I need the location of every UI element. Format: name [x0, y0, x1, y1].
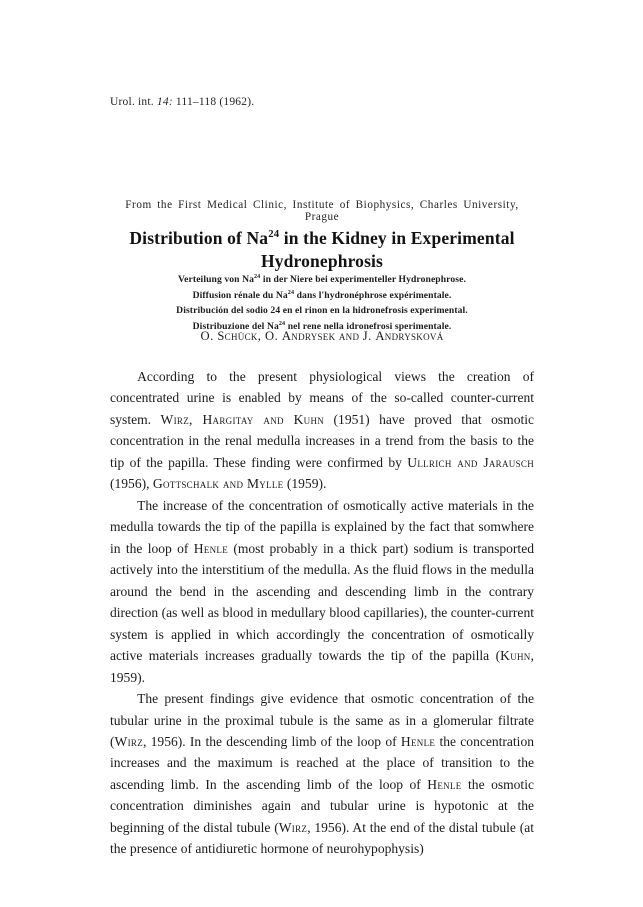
article-title [110, 227, 534, 273]
citation-gottschalk-mylle: Gottschalk and Mylle [152, 476, 284, 492]
subtitle-italian-pre: Distribuzione del Na [192, 320, 279, 332]
author-1-initial: O. [200, 329, 218, 343]
citation-wirz-1: Wirz [114, 733, 143, 749]
author-3-initial: J. [362, 329, 376, 343]
paragraph-1 [110, 366, 534, 495]
p3-text-c: the concentration increases and the maximum is reached at the place of transition to the ascending limb. In the ascending limb of the loop of [110, 733, 534, 792]
affiliation-line: From the First Medical Clinic, Institute of Biophysics, Charles University, Prague [125, 199, 519, 223]
subtitle-german [110, 272, 534, 288]
citation-henle-1: Henle [193, 540, 229, 556]
subtitle-italian-superscript: 24 [278, 320, 286, 327]
subtitle-french-pre: Diffusion rénale du Na [192, 289, 288, 301]
subtitle-german-post: in der Niere bei experimenteller Hydronephrose. [260, 274, 466, 285]
subtitle-spanish: Distribución del sodio 24 en el rinon en la hidronefrosis experimental. [176, 305, 468, 317]
author-2-initial: O. [264, 329, 282, 343]
p1-text-d: (1959). [283, 476, 327, 492]
paragraph-2 [110, 495, 534, 688]
subtitle-italian-post: nel rene nella idronefrosi sperimentale. [285, 320, 452, 332]
subtitle-german-pre: Verteilung von Na [178, 274, 254, 285]
citation-henle-2: Henle [400, 733, 436, 749]
subtitle-french-superscript: 24 [287, 289, 295, 296]
author-list [110, 329, 534, 344]
p2-text-b: (most probably in a thick part) sodium is transported actively into the interstitium of the medulla. As the fluid flows in the medulla around the bend in the ascending and descending limb in the contrary direction (as well as blood in medullary blood capillaries), the counter-current system is applied in which accordingly the concentration of osmotically active materials increases gradually towards the tip of the papilla ( [110, 540, 534, 664]
p1-text-a: According to the present physiological views the creation of concentrated urine is enabled by means of the so-called counter-current system. [110, 369, 534, 427]
title-isotope-superscript: 24 [268, 228, 280, 241]
p3-text-a: The present findings give evidence that osmotic concentration of the tubular urine in the proximal tubule is the same as in a glomerular filtrate ( [110, 691, 534, 749]
p3-text-e: , 1956). At the end of the distal tubule (at the presence of antidiuretic hormone of neurohypophysis) [110, 819, 534, 857]
p1-text-c: (1956), [110, 476, 153, 492]
p3-text-d: the osmotic concentration diminishes again and tubular urine is hypotonic at the beginning of the distal tubule ( [110, 776, 534, 835]
subtitle-german-superscript: 24 [254, 273, 261, 280]
article-body [110, 366, 534, 860]
author-conjunction: and [335, 329, 363, 343]
title-line-1-pre: Distribution of Na [129, 228, 269, 248]
title-line-2: Hydronephrosis [260, 251, 384, 272]
author-2-surname: Andrysek [281, 329, 336, 343]
author-separator-1: , [257, 329, 265, 343]
multilingual-subtitles [110, 272, 534, 334]
author-1-surname: Schück [217, 329, 258, 343]
p2-text-a: The increase of the concentration of osmotically active materials in the medulla towards the tip of the papilla is explained by the fact that somwhere in the loop of [110, 497, 534, 556]
citation-henle-3: Henle [427, 776, 462, 792]
author-3-surname: Andrysková [375, 329, 444, 343]
subtitle-french-post: dans l'hydronéphrose expérimentale. [294, 289, 452, 301]
p3-text-b: , 1956). In the descending limb of the loop of [143, 733, 401, 749]
p2-text-c: , 1959). [110, 648, 534, 685]
citation-wirz-hargitay-kuhn: Wirz, Hargitay and Kuhn [160, 411, 325, 427]
citation-kuhn: Kuhn [500, 648, 531, 664]
subtitle-french [110, 288, 534, 304]
title-line-1-post: in the Kidney in Experimental [279, 228, 515, 248]
citation-ullrich-jarausch: Ullrich and Jarausch [407, 454, 534, 470]
paragraph-3 [110, 688, 534, 860]
p1-text-b: (1951) have proved that osmotic concentration in the renal medulla increases in a trend from the basis to the tip of the papilla. These finding were confirmed by [110, 411, 535, 470]
journal-citation-line [110, 96, 534, 108]
citation-wirz-2: Wirz [278, 819, 308, 835]
journal-volume: 14: [156, 96, 173, 108]
journal-pages-year: 111–118 (1962). [172, 96, 255, 108]
journal-name: Urol. int. [110, 96, 157, 108]
